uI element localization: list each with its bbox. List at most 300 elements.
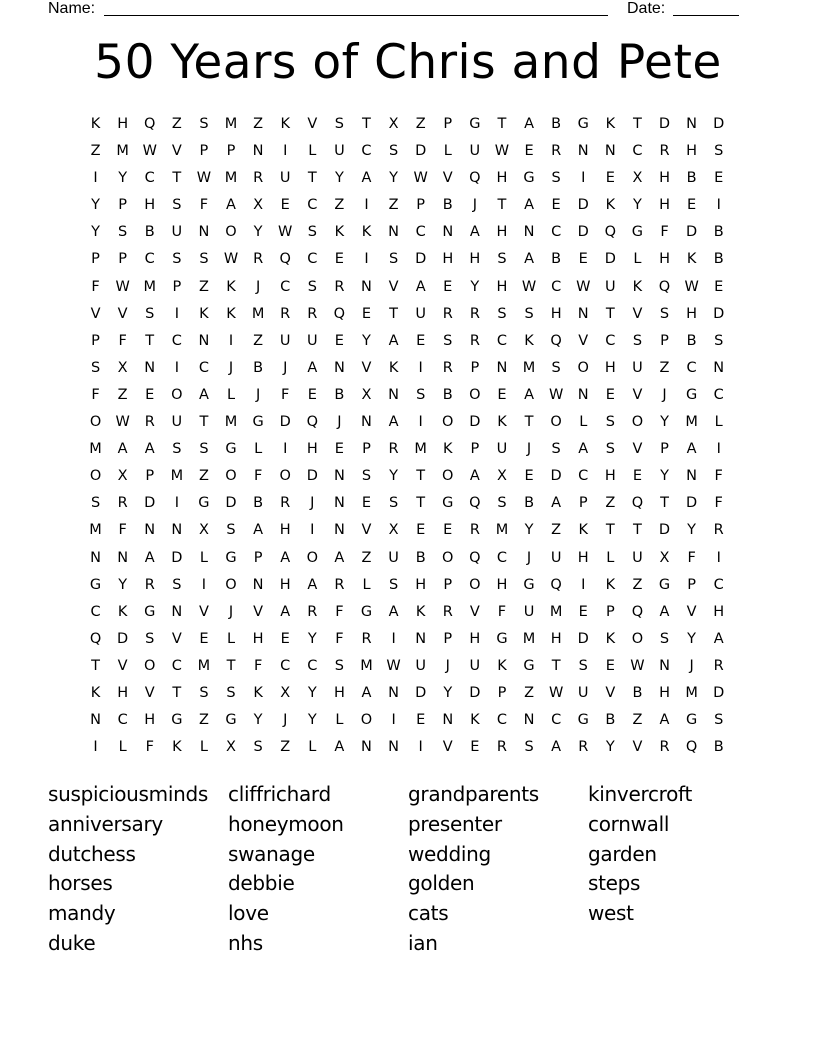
- grid-cell[interactable]: I: [418, 739, 423, 756]
- grid-cell[interactable]: D: [713, 116, 725, 132]
- grid-cell[interactable]: J: [526, 441, 532, 458]
- grid-cell[interactable]: Q: [550, 332, 562, 349]
- grid-cell[interactable]: A: [713, 630, 724, 647]
- grid-cell[interactable]: I: [418, 414, 423, 431]
- grid-cell[interactable]: A: [144, 441, 155, 458]
- grid-cell[interactable]: E: [145, 386, 155, 403]
- grid-cell[interactable]: F: [145, 739, 154, 756]
- grid-cell[interactable]: Y: [389, 170, 398, 187]
- grid-cell[interactable]: M: [170, 468, 184, 485]
- grid-cell[interactable]: W: [548, 386, 564, 403]
- grid-cell[interactable]: S: [497, 495, 507, 512]
- grid-cell[interactable]: H: [659, 170, 670, 187]
- grid-cell[interactable]: O: [442, 414, 454, 431]
- grid-cell[interactable]: R: [442, 603, 453, 620]
- grid-cell[interactable]: W: [684, 278, 699, 295]
- grid-cell[interactable]: T: [605, 305, 615, 322]
- grid-cell[interactable]: J: [228, 359, 234, 376]
- grid-cell[interactable]: A: [388, 603, 399, 620]
- grid-cell[interactable]: O: [225, 576, 237, 593]
- grid-cell[interactable]: Y: [389, 468, 398, 485]
- grid-cell[interactable]: I: [364, 251, 369, 268]
- grid-cell[interactable]: Z: [632, 576, 643, 593]
- grid-cell[interactable]: N: [198, 332, 210, 349]
- grid-cell[interactable]: G: [496, 630, 508, 647]
- grid-cell[interactable]: P: [660, 332, 669, 349]
- grid-cell[interactable]: P: [687, 576, 696, 593]
- grid-cell[interactable]: O: [360, 712, 373, 729]
- grid-cell[interactable]: A: [551, 739, 562, 756]
- grid-cell[interactable]: A: [578, 441, 589, 458]
- grid-cell[interactable]: I: [228, 332, 234, 349]
- grid-cell[interactable]: Y: [660, 414, 669, 431]
- grid-cell[interactable]: A: [388, 332, 399, 349]
- grid-cell[interactable]: U: [415, 305, 426, 322]
- grid-cell[interactable]: N: [388, 224, 399, 241]
- grid-cell[interactable]: N: [117, 549, 129, 566]
- grid-cell[interactable]: C: [415, 224, 426, 241]
- grid-cell[interactable]: H: [577, 549, 589, 566]
- grid-cell[interactable]: P: [199, 143, 209, 160]
- grid-cell[interactable]: S: [714, 712, 724, 729]
- grid-cell[interactable]: R: [361, 630, 372, 647]
- grid-cell[interactable]: N: [577, 305, 589, 322]
- grid-cell[interactable]: A: [361, 684, 372, 701]
- grid-cell[interactable]: R: [388, 441, 399, 458]
- grid-cell[interactable]: D: [686, 224, 698, 241]
- grid-cell[interactable]: K: [280, 116, 290, 132]
- grid-cell[interactable]: A: [469, 468, 480, 485]
- grid-cell[interactable]: P: [605, 603, 615, 620]
- grid-cell[interactable]: F: [687, 549, 696, 566]
- grid-cell[interactable]: H: [604, 468, 616, 485]
- grid-cell[interactable]: P: [362, 441, 371, 458]
- grid-cell[interactable]: O: [89, 414, 102, 431]
- grid-cell[interactable]: E: [605, 170, 615, 187]
- grid-cell[interactable]: U: [632, 359, 643, 376]
- grid-cell[interactable]: P: [172, 278, 182, 295]
- grid-cell[interactable]: H: [659, 684, 670, 701]
- grid-cell[interactable]: C: [307, 197, 318, 214]
- grid-cell[interactable]: D: [117, 630, 129, 647]
- grid-cell[interactable]: Z: [253, 332, 264, 349]
- grid-cell[interactable]: Z: [415, 116, 426, 132]
- grid-cell[interactable]: Q: [685, 739, 698, 756]
- grid-cell[interactable]: V: [198, 603, 209, 620]
- grid-cell[interactable]: D: [225, 495, 237, 512]
- grid-cell[interactable]: P: [91, 332, 100, 349]
- grid-cell[interactable]: B: [334, 386, 345, 403]
- grid-cell[interactable]: O: [631, 630, 644, 647]
- grid-cell[interactable]: A: [280, 603, 291, 620]
- grid-cell[interactable]: R: [713, 522, 724, 539]
- grid-cell[interactable]: M: [89, 441, 102, 458]
- grid-cell[interactable]: I: [716, 549, 721, 566]
- grid-cell[interactable]: X: [388, 522, 399, 539]
- grid-cell[interactable]: A: [144, 549, 155, 566]
- grid-cell[interactable]: V: [686, 603, 697, 620]
- grid-cell[interactable]: O: [144, 657, 156, 674]
- grid-cell[interactable]: T: [416, 468, 426, 485]
- grid-cell[interactable]: D: [686, 495, 698, 512]
- grid-cell[interactable]: U: [577, 684, 589, 701]
- grid-cell[interactable]: R: [280, 495, 291, 512]
- grid-cell[interactable]: S: [551, 170, 561, 187]
- date-field-line[interactable]: [673, 15, 739, 16]
- grid-cell[interactable]: W: [521, 278, 537, 295]
- grid-cell[interactable]: B: [686, 332, 697, 349]
- grid-cell[interactable]: H: [550, 630, 562, 647]
- grid-cell[interactable]: B: [442, 197, 453, 214]
- grid-cell[interactable]: J: [337, 414, 342, 431]
- grid-cell[interactable]: M: [224, 116, 238, 132]
- grid-cell[interactable]: N: [144, 359, 156, 376]
- grid-cell[interactable]: S: [90, 495, 101, 512]
- grid-cell[interactable]: G: [225, 712, 237, 729]
- grid-cell[interactable]: Y: [91, 224, 100, 241]
- grid-cell[interactable]: A: [415, 278, 426, 295]
- grid-cell[interactable]: H: [279, 576, 291, 593]
- grid-cell[interactable]: J: [255, 386, 261, 403]
- grid-cell[interactable]: U: [523, 603, 535, 620]
- grid-cell[interactable]: D: [469, 684, 481, 701]
- grid-cell[interactable]: R: [144, 576, 155, 593]
- grid-cell[interactable]: M: [522, 359, 536, 376]
- grid-cell[interactable]: J: [310, 495, 315, 512]
- grid-cell[interactable]: S: [388, 576, 399, 593]
- grid-cell[interactable]: P: [253, 549, 263, 566]
- grid-cell[interactable]: U: [415, 657, 426, 674]
- grid-cell[interactable]: F: [91, 386, 100, 403]
- grid-cell[interactable]: E: [605, 386, 615, 403]
- grid-cell[interactable]: E: [280, 630, 290, 647]
- grid-cell[interactable]: R: [659, 739, 670, 756]
- grid-cell[interactable]: T: [497, 197, 507, 214]
- grid-cell[interactable]: N: [171, 603, 183, 620]
- grid-cell[interactable]: Z: [90, 143, 101, 160]
- grid-cell[interactable]: Q: [550, 576, 562, 593]
- grid-cell[interactable]: H: [144, 712, 156, 729]
- grid-cell[interactable]: S: [497, 305, 507, 322]
- grid-cell[interactable]: P: [470, 441, 480, 458]
- grid-cell[interactable]: R: [334, 576, 345, 593]
- grid-cell[interactable]: P: [226, 143, 236, 160]
- grid-cell[interactable]: Y: [307, 684, 317, 701]
- grid-cell[interactable]: V: [632, 386, 643, 403]
- grid-cell[interactable]: S: [199, 251, 209, 268]
- grid-cell[interactable]: M: [522, 630, 536, 647]
- grid-cell[interactable]: V: [388, 278, 399, 295]
- grid-cell[interactable]: I: [364, 197, 369, 214]
- grid-cell[interactable]: E: [199, 630, 209, 647]
- grid-cell[interactable]: H: [550, 305, 562, 322]
- grid-cell[interactable]: R: [144, 414, 155, 431]
- grid-cell[interactable]: X: [388, 116, 399, 132]
- grid-cell[interactable]: F: [660, 224, 669, 241]
- grid-cell[interactable]: G: [658, 576, 671, 593]
- grid-cell[interactable]: O: [631, 414, 644, 431]
- grid-cell[interactable]: K: [497, 414, 507, 431]
- grid-cell[interactable]: C: [280, 657, 291, 674]
- grid-cell[interactable]: G: [144, 603, 156, 620]
- grid-cell[interactable]: C: [198, 359, 209, 376]
- grid-cell[interactable]: N: [496, 359, 508, 376]
- grid-cell[interactable]: D: [577, 197, 589, 214]
- grid-cell[interactable]: C: [605, 332, 616, 349]
- grid-cell[interactable]: O: [469, 576, 481, 593]
- grid-cell[interactable]: V: [632, 441, 643, 458]
- grid-cell[interactable]: G: [469, 116, 481, 132]
- grid-cell[interactable]: R: [578, 739, 589, 756]
- grid-cell[interactable]: M: [495, 522, 509, 539]
- grid-cell[interactable]: K: [253, 684, 263, 701]
- grid-cell[interactable]: I: [418, 359, 423, 376]
- grid-cell[interactable]: Y: [334, 170, 344, 187]
- grid-cell[interactable]: Y: [632, 197, 642, 214]
- grid-cell[interactable]: V: [117, 305, 128, 322]
- grid-cell[interactable]: E: [524, 143, 534, 160]
- grid-cell[interactable]: G: [523, 576, 535, 593]
- grid-cell[interactable]: D: [658, 522, 671, 539]
- grid-cell[interactable]: K: [415, 603, 426, 620]
- grid-cell[interactable]: E: [443, 522, 453, 539]
- grid-cell[interactable]: B: [442, 386, 453, 403]
- grid-cell[interactable]: E: [687, 197, 697, 214]
- grid-cell[interactable]: B: [605, 712, 616, 729]
- grid-cell[interactable]: Q: [279, 251, 291, 268]
- grid-cell[interactable]: S: [199, 441, 209, 458]
- grid-cell[interactable]: U: [632, 549, 643, 566]
- grid-cell[interactable]: U: [171, 224, 183, 241]
- grid-cell[interactable]: O: [279, 468, 291, 485]
- grid-cell[interactable]: C: [578, 468, 589, 485]
- grid-cell[interactable]: S: [388, 143, 399, 160]
- grid-cell[interactable]: U: [279, 332, 291, 349]
- grid-cell[interactable]: D: [469, 414, 481, 431]
- grid-cell[interactable]: U: [605, 278, 616, 295]
- grid-cell[interactable]: S: [361, 468, 372, 485]
- grid-cell[interactable]: C: [551, 278, 562, 295]
- name-field-line[interactable]: [104, 15, 608, 16]
- grid-cell[interactable]: I: [716, 441, 721, 458]
- grid-cell[interactable]: M: [685, 414, 698, 431]
- grid-cell[interactable]: E: [524, 468, 534, 485]
- grid-cell[interactable]: X: [117, 468, 128, 485]
- grid-cell[interactable]: C: [90, 603, 101, 620]
- grid-cell[interactable]: S: [145, 305, 155, 322]
- grid-cell[interactable]: B: [551, 251, 562, 268]
- grid-cell[interactable]: H: [686, 305, 698, 322]
- grid-cell[interactable]: D: [306, 468, 318, 485]
- grid-cell[interactable]: N: [361, 278, 372, 295]
- grid-cell[interactable]: I: [391, 712, 396, 729]
- grid-cell[interactable]: H: [306, 441, 318, 458]
- grid-cell[interactable]: P: [660, 441, 669, 458]
- grid-cell[interactable]: C: [551, 712, 562, 729]
- grid-cell[interactable]: Z: [117, 386, 128, 403]
- grid-cell[interactable]: X: [117, 359, 128, 376]
- grid-cell[interactable]: V: [307, 116, 318, 132]
- grid-cell[interactable]: K: [388, 359, 399, 376]
- grid-cell[interactable]: B: [415, 549, 426, 566]
- grid-cell[interactable]: O: [225, 468, 237, 485]
- grid-cell[interactable]: J: [662, 386, 667, 403]
- grid-cell[interactable]: D: [577, 630, 589, 647]
- grid-cell[interactable]: K: [578, 522, 588, 539]
- grid-cell[interactable]: W: [494, 143, 510, 160]
- grid-cell[interactable]: O: [89, 468, 102, 485]
- grid-cell[interactable]: P: [443, 116, 453, 132]
- grid-cell[interactable]: P: [443, 630, 453, 647]
- grid-cell[interactable]: A: [551, 495, 562, 512]
- grid-cell[interactable]: O: [469, 386, 481, 403]
- grid-cell[interactable]: A: [198, 386, 209, 403]
- grid-cell[interactable]: W: [548, 684, 564, 701]
- grid-cell[interactable]: V: [361, 522, 372, 539]
- grid-cell[interactable]: I: [174, 495, 179, 512]
- grid-cell[interactable]: C: [496, 332, 508, 349]
- grid-cell[interactable]: Y: [307, 630, 317, 647]
- grid-cell[interactable]: S: [226, 684, 236, 701]
- grid-cell[interactable]: A: [253, 522, 264, 539]
- grid-cell[interactable]: V: [171, 630, 182, 647]
- grid-cell[interactable]: S: [443, 332, 453, 349]
- grid-cell[interactable]: S: [632, 332, 643, 349]
- grid-cell[interactable]: F: [118, 522, 127, 539]
- grid-cell[interactable]: G: [252, 414, 264, 431]
- grid-cell[interactable]: R: [659, 143, 670, 160]
- grid-cell[interactable]: L: [579, 414, 588, 431]
- grid-cell[interactable]: N: [198, 224, 210, 241]
- grid-cell[interactable]: E: [605, 657, 615, 674]
- grid-cell[interactable]: C: [307, 657, 318, 674]
- grid-cell[interactable]: N: [415, 630, 427, 647]
- grid-cell[interactable]: S: [497, 251, 507, 268]
- grid-cell[interactable]: B: [713, 251, 724, 268]
- grid-cell[interactable]: F: [118, 332, 127, 349]
- grid-cell[interactable]: A: [469, 224, 480, 241]
- grid-cell[interactable]: B: [686, 170, 697, 187]
- grid-cell[interactable]: S: [551, 441, 561, 458]
- grid-cell[interactable]: C: [686, 359, 697, 376]
- grid-cell[interactable]: I: [174, 305, 179, 322]
- grid-cell[interactable]: W: [386, 657, 401, 674]
- grid-cell[interactable]: N: [333, 359, 345, 376]
- grid-cell[interactable]: I: [716, 197, 721, 214]
- grid-cell[interactable]: X: [632, 170, 643, 187]
- grid-cell[interactable]: A: [361, 170, 372, 187]
- grid-cell[interactable]: V: [442, 170, 453, 187]
- grid-cell[interactable]: N: [388, 739, 399, 756]
- grid-cell[interactable]: Q: [469, 549, 481, 566]
- grid-cell[interactable]: B: [713, 224, 724, 241]
- grid-cell[interactable]: N: [144, 522, 156, 539]
- grid-cell[interactable]: S: [388, 251, 399, 268]
- grid-cell[interactable]: N: [523, 224, 535, 241]
- grid-cell[interactable]: W: [142, 143, 157, 160]
- grid-cell[interactable]: H: [469, 630, 481, 647]
- grid-cell[interactable]: L: [308, 739, 317, 756]
- grid-cell[interactable]: N: [686, 468, 698, 485]
- grid-cell[interactable]: S: [334, 657, 344, 674]
- grid-cell[interactable]: M: [549, 603, 563, 620]
- grid-cell[interactable]: E: [334, 332, 344, 349]
- grid-cell[interactable]: T: [226, 657, 236, 674]
- grid-cell[interactable]: C: [496, 549, 508, 566]
- grid-cell[interactable]: J: [445, 657, 450, 674]
- grid-cell[interactable]: F: [714, 468, 723, 485]
- grid-cell[interactable]: I: [310, 522, 315, 539]
- grid-cell[interactable]: C: [713, 386, 724, 403]
- grid-cell[interactable]: G: [631, 224, 644, 241]
- grid-cell[interactable]: V: [253, 603, 264, 620]
- grid-cell[interactable]: I: [283, 441, 288, 458]
- grid-cell[interactable]: G: [225, 549, 237, 566]
- grid-cell[interactable]: K: [686, 251, 697, 268]
- grid-cell[interactable]: D: [713, 305, 725, 322]
- grid-cell[interactable]: H: [496, 576, 508, 593]
- grid-cell[interactable]: H: [442, 251, 454, 268]
- grid-cell[interactable]: N: [171, 522, 183, 539]
- grid-cell[interactable]: Y: [524, 522, 534, 539]
- grid-cell[interactable]: Y: [443, 684, 453, 701]
- grid-cell[interactable]: S: [307, 224, 317, 241]
- grid-cell[interactable]: L: [443, 143, 452, 160]
- grid-cell[interactable]: K: [632, 278, 643, 295]
- grid-cell[interactable]: E: [443, 278, 453, 295]
- grid-cell[interactable]: Y: [91, 197, 100, 214]
- grid-cell[interactable]: C: [713, 576, 724, 593]
- grid-cell[interactable]: Y: [687, 522, 697, 539]
- grid-cell[interactable]: S: [172, 251, 182, 268]
- grid-cell[interactable]: Z: [524, 684, 535, 701]
- grid-cell[interactable]: X: [659, 549, 670, 566]
- grid-cell[interactable]: V: [171, 143, 182, 160]
- grid-cell[interactable]: T: [660, 495, 669, 512]
- grid-cell[interactable]: Y: [253, 224, 263, 241]
- grid-cell[interactable]: E: [632, 468, 642, 485]
- grid-cell[interactable]: Y: [470, 278, 480, 295]
- grid-cell[interactable]: K: [90, 116, 101, 132]
- grid-cell[interactable]: L: [714, 414, 723, 431]
- grid-cell[interactable]: I: [283, 143, 288, 160]
- grid-cell[interactable]: A: [334, 739, 345, 756]
- grid-cell[interactable]: Z: [388, 197, 399, 214]
- grid-cell[interactable]: N: [686, 116, 698, 132]
- grid-cell[interactable]: S: [199, 684, 209, 701]
- grid-cell[interactable]: W: [196, 170, 212, 187]
- grid-cell[interactable]: R: [551, 143, 562, 160]
- grid-cell[interactable]: Q: [604, 224, 617, 241]
- grid-cell[interactable]: R: [442, 305, 453, 322]
- grid-cell[interactable]: X: [198, 522, 209, 539]
- grid-cell[interactable]: W: [115, 414, 130, 431]
- grid-cell[interactable]: G: [89, 576, 102, 593]
- grid-cell[interactable]: K: [361, 224, 372, 241]
- grid-cell[interactable]: J: [472, 197, 477, 214]
- grid-cell[interactable]: V: [578, 332, 589, 349]
- grid-cell[interactable]: P: [118, 251, 128, 268]
- grid-cell[interactable]: G: [577, 116, 589, 132]
- grid-cell[interactable]: U: [171, 414, 183, 431]
- grid-cell[interactable]: L: [199, 739, 208, 756]
- grid-cell[interactable]: H: [117, 116, 129, 132]
- grid-cell[interactable]: V: [632, 305, 643, 322]
- grid-cell[interactable]: N: [90, 549, 101, 566]
- grid-cell[interactable]: A: [659, 603, 670, 620]
- grid-cell[interactable]: S: [578, 657, 588, 674]
- grid-cell[interactable]: W: [413, 170, 428, 187]
